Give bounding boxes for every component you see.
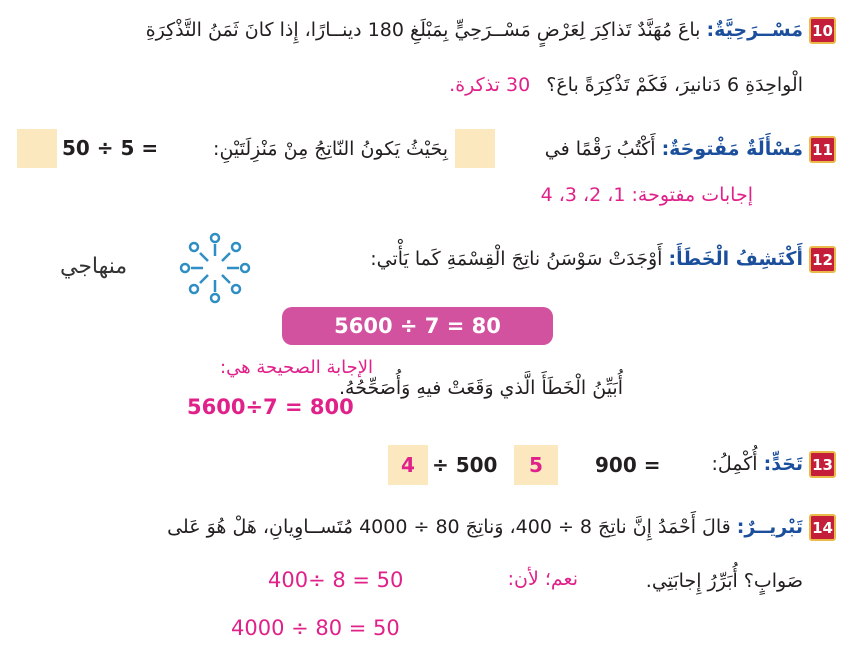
question-10-answer: 30 تذكرة. [449, 74, 531, 96]
question-14-line-1 [167, 514, 803, 541]
error-equation-pill: 5600 ÷ 7 = 80 [282, 307, 553, 345]
question-11-title: مَسْأَلَةٌ مَفْتوحَةٌ: [661, 138, 803, 160]
question-12-title: أَكْتَشِفُ الْخَطَأَ: [668, 248, 803, 270]
question-13-text: أُكْمِلُ: [711, 453, 758, 475]
question-14-equation-1: 400÷ 8 = 50 [268, 568, 404, 592]
manhaji-logo-icon [175, 228, 255, 308]
question-14-equation-2: 4000 ÷ 80 = 50 [231, 616, 400, 640]
question-11-equation: 50 ÷ 5 = [62, 136, 159, 160]
answer-box-13-a[interactable]: 5 [514, 445, 558, 485]
question-10-line-2 [449, 72, 803, 99]
question-10-title: مَسْــرَحِيَّةٌ: [706, 19, 803, 41]
question-number-10: 10 [809, 17, 836, 44]
answer-box-11-a[interactable] [455, 129, 495, 168]
question-number-11: 11 [809, 136, 836, 163]
question-13-mid: ÷ 500 [432, 453, 498, 477]
question-11-answer: إجابات مفتوحة: 1، 2، 3، 4 [540, 184, 753, 206]
answer-box-13-b[interactable]: 4 [388, 445, 428, 485]
question-12-text: أَوْجَدَتْ سَوْسَنُ ناتِجَ الْقِسْمَةِ كَما يَأْتي: [370, 248, 663, 270]
question-12-answer-label: الإجابة الصحيحة هي: [220, 357, 373, 378]
question-number-12: 12 [809, 246, 836, 273]
question-14-title: تَبْريــرٌ: [736, 516, 803, 538]
manhaji-logo [60, 228, 255, 308]
question-13-left: 900 = [595, 453, 661, 477]
question-11-text-a: أَكْتُبُ رَقْمًا في [544, 138, 656, 160]
question-14-answer-label: نعم؛ لأن: [507, 568, 578, 590]
question-12-instruction: أُبَيِّنُ الْخَطَأَ الَّذي وَقَعَتْ فيهِ وَأُصَحِّحُهُ. [338, 377, 623, 399]
question-13-line [711, 451, 803, 478]
question-10-line-1 [146, 17, 803, 44]
question-13-title: تَحَدٍّ: [763, 453, 803, 475]
question-14-text-1: قالَ أَحْمَدُ إِنَّ ناتِجَ 8 ÷ 400، وَناتِجَ 80 ÷ 4000 مُتَســاوِيانِ، هَلْ هُوَ عَلى [167, 516, 731, 538]
manhaji-logo-text: منهاجي [60, 254, 128, 279]
question-10-text-2: الْواحِدَةِ 6 دَنانيرَ، فَكَمْ تَذْكِرَةً باعَ؟ [546, 74, 803, 96]
question-number-14: 14 [809, 514, 836, 541]
answer-box-11-b[interactable] [17, 129, 57, 168]
question-number-13: 13 [809, 451, 836, 478]
question-14-text-2: صَوابٍ؟ أُبَرِّرُ إِجابَتِي. [645, 570, 803, 592]
question-11-title-line [545, 136, 803, 163]
question-11-text-b: بِحَيْثُ يَكونُ النّاتِجُ مِنْ مَنْزِلَتَيْنِ: [213, 138, 448, 160]
question-10-text-1: باعَ مُهَنَّدٌ تَذاكِرَ لِعَرْضٍ مَسْــرَحِيٍّ بِمَبْلَغِ 180 دينــارًا، إِذا كانَ ثَمَنُ التَّذْكِرَةِ [145, 19, 701, 41]
question-12-answer-equation: 5600÷7 = 800 [187, 395, 354, 419]
question-12-line [370, 246, 803, 273]
